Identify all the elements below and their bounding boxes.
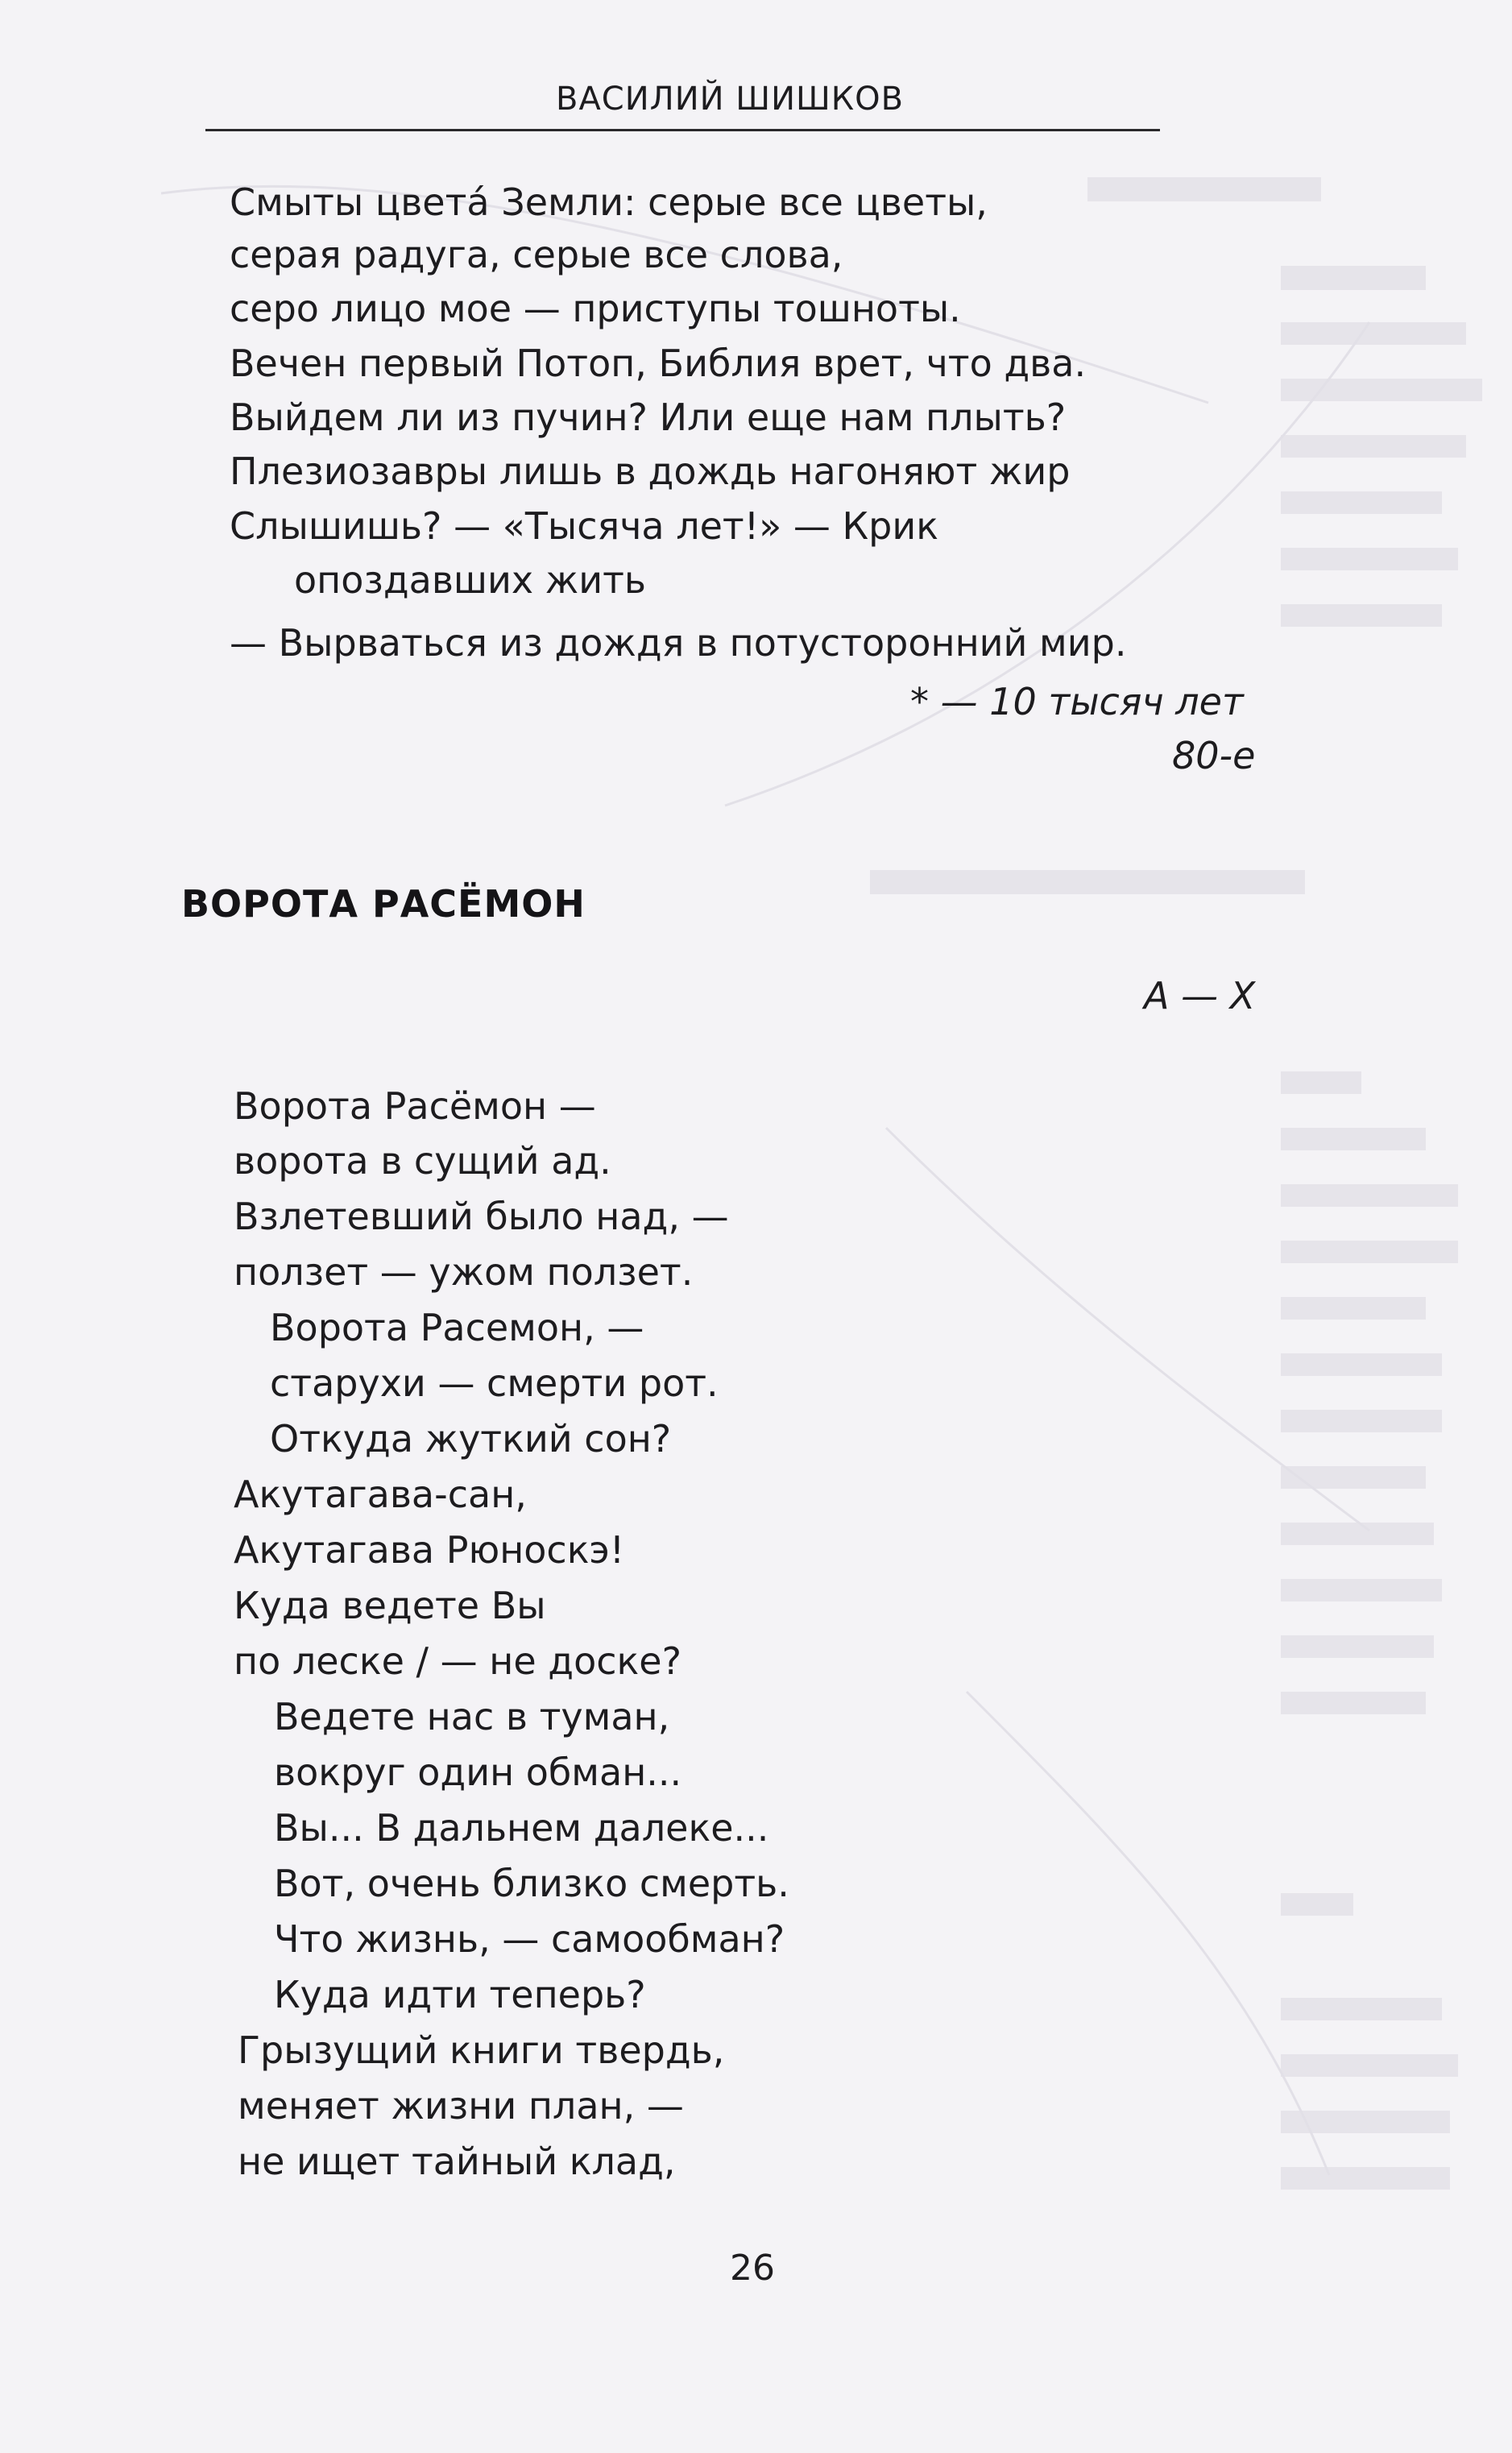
poem1-line: серо лицо мое — приступы тошноты. (230, 287, 961, 330)
poem1-line: Плезиозавры лишь в дождь нагоняют жир (230, 450, 1071, 493)
poem2-line: Куда ведете Вы (234, 1584, 546, 1627)
poem1-line: Вечен первый Потоп, Библия врет, что два. (230, 342, 1087, 385)
poem1-line: Смыты цвета́ Земли: серые все цветы, (230, 180, 988, 224)
page-number: 26 (730, 2248, 775, 2289)
poem2-line: ползет — ужом ползет. (234, 1250, 694, 1294)
poem1-line: Слышишь? — «Тысяча лет!» — Крик (230, 504, 939, 548)
poem2-line: Акутагава Рюноскэ! (234, 1528, 625, 1572)
poem2-line: Взлетевший было над, — (234, 1195, 729, 1238)
poem2-line: меняет жизни план, — (238, 2084, 684, 2128)
poem1-line: — Вырваться из дождя в потусторонний мир. (230, 621, 1127, 665)
poem2-line: по леске / — не доске? (234, 1639, 682, 1683)
poem2-line: старухи — смерти рот. (270, 1361, 719, 1405)
poem2-line: Вы... В дальнем далеке... (274, 1806, 769, 1850)
running-head-author: ВАСИЛИЙ ШИШКОВ (556, 81, 905, 118)
poem1-line: опоздавших жить (294, 558, 646, 602)
header-rule (205, 129, 1160, 131)
poem1-line: серая радуга, серые все слова, (230, 233, 843, 276)
poem2-line: Куда идти теперь? (274, 1973, 646, 2016)
poem2-line: ворота в сущий ад. (234, 1139, 611, 1183)
poem2-line: Что жизнь, — самообман? (274, 1917, 785, 1961)
poem2-line: Ворота Расёмон — (234, 1084, 596, 1128)
poem2-line: Ведете нас в туман, (274, 1695, 670, 1738)
poem-epigraph: А — Х (1144, 974, 1256, 1017)
poem2-line: вокруг один обман... (274, 1751, 682, 1794)
poem2-line: Откуда жуткий сон? (270, 1417, 672, 1461)
poem2-line: Грызущий книги твердь, (238, 2028, 725, 2072)
poem2-line: Вот, очень близко смерть. (274, 1862, 789, 1905)
poem2-line: не ищет тайный клад, (238, 2140, 676, 2183)
poem2-line: Ворота Расемон, — (270, 1306, 644, 1349)
poem2-line: Акутагава-сан, (234, 1473, 527, 1516)
poem1-date: 80-е (1172, 734, 1256, 777)
poem1-footnote: * — 10 тысяч лет (910, 680, 1244, 723)
poem1-line: Выйдем ли из пучин? Или еще нам плыть? (230, 396, 1067, 439)
poem-title: ВОРОТА РАСЁМОН (181, 882, 586, 926)
